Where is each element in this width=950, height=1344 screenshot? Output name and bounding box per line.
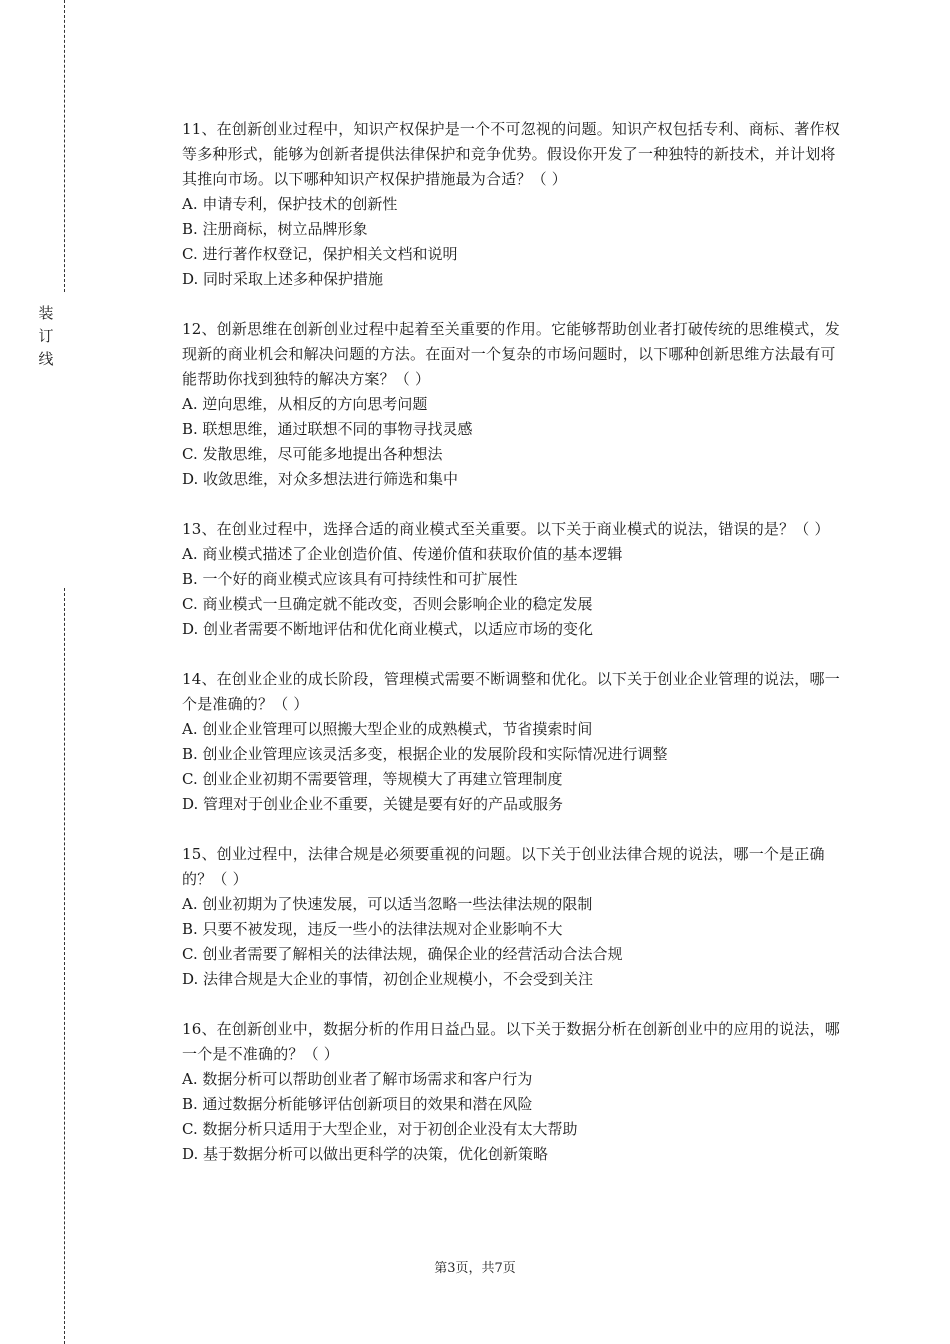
binding-line-bottom [64, 588, 65, 1344]
binding-char: 装 [38, 304, 54, 322]
option-b: B. 创业企业管理应该灵活多变，根据企业的发展阶段和实际情况进行调整 [182, 745, 668, 763]
option-b: B. 注册商标，树立品牌形象 [182, 220, 368, 238]
option-c: C. 数据分析只适用于大型企业，对于初创企业没有太大帮助 [182, 1120, 578, 1138]
option-c: C. 创业企业初期不需要管理，等规模大了再建立管理制度 [182, 770, 563, 788]
page-number: 第3页，共7页 [434, 1261, 516, 1276]
option-a: A. 商业模式描述了企业创造价值、传递价值和获取价值的基本逻辑 [182, 545, 623, 563]
option-a: A. 创业初期为了快速发展，可以适当忽略一些法律法规的限制 [182, 895, 593, 913]
option-a: A. 创业企业管理可以照搬大型企业的成熟模式，节省摸索时间 [182, 720, 593, 738]
question-16 [182, 1017, 847, 1167]
question-text: 11、在创新创业过程中，知识产权保护是一个不可忽视的问题。知识产权包括专利、商标、著作权等多种形式，能够为创新者提供法律保护和竞争优势。假设你开发了一种独特的新技术，并计划将其推向市场。以下哪种知识产权保护措施最为合适？（ ） [182, 120, 840, 188]
question-text: 16、在创新创业中，数据分析的作用日益凸显。以下关于数据分析在创新创业中的应用的说法，哪一个是不准确的？（ ） [182, 1020, 840, 1063]
option-d: D. 同时采取上述多种保护措施 [182, 270, 384, 288]
binding-label [36, 302, 56, 371]
option-d: D. 管理对于创业企业不重要，关键是要有好的产品或服务 [182, 795, 564, 813]
option-b: B. 通过数据分析能够评估创新项目的效果和潜在风险 [182, 1095, 533, 1113]
question-11 [182, 117, 847, 292]
option-d: D. 创业者需要不断地评估和优化商业模式，以适应市场的变化 [182, 620, 594, 638]
question-15 [182, 842, 847, 992]
option-a: A. 申请专利，保护技术的创新性 [182, 195, 398, 213]
option-c: C. 发散思维，尽可能多地提出各种想法 [182, 445, 443, 463]
option-c: C. 创业者需要了解相关的法律法规，确保企业的经营活动合法合规 [182, 945, 623, 963]
option-d: D. 基于数据分析可以做出更科学的决策，优化创新策略 [182, 1145, 549, 1163]
option-b: B. 一个好的商业模式应该具有可持续性和可扩展性 [182, 570, 518, 588]
option-b: B. 只要不被发现，违反一些小的法律法规对企业影响不大 [182, 920, 563, 938]
option-a: A. 数据分析可以帮助创业者了解市场需求和客户行为 [182, 1070, 533, 1088]
option-c: C. 进行著作权登记，保护相关文档和说明 [182, 245, 458, 263]
binding-line-top [64, 0, 65, 292]
question-12 [182, 317, 847, 492]
option-d: D. 法律合规是大企业的事情，初创企业规模小，不会受到关注 [182, 970, 594, 988]
question-13 [182, 517, 847, 642]
option-d: D. 收敛思维，对众多想法进行筛选和集中 [182, 470, 459, 488]
question-text: 13、在创业过程中，选择合适的商业模式至关重要。以下关于商业模式的说法，错误的是？（ ） [182, 520, 830, 538]
question-text: 15、创业过程中，法律合规是必须要重视的问题。以下关于创业法律合规的说法，哪一个是正确的？（ ） [182, 845, 825, 888]
question-list [182, 117, 847, 1192]
binding-char: 线 [38, 350, 54, 368]
question-text: 12、创新思维在创新创业过程中起着至关重要的作用。它能够帮助创业者打破传统的思维模式，发现新的商业机会和解决问题的方法。在面对一个复杂的市场问题时，以下哪种创新思维方法最有可能帮助你找到独特的解决方案？（ ） [182, 320, 840, 388]
option-c: C. 商业模式一旦确定就不能改变，否则会影响企业的稳定发展 [182, 595, 593, 613]
question-text: 14、在创业企业的成长阶段，管理模式需要不断调整和优化。以下关于创业企业管理的说法，哪一个是准确的？（ ） [182, 670, 840, 713]
binding-char: 订 [38, 327, 54, 345]
question-14 [182, 667, 847, 817]
option-b: B. 联想思维，通过联想不同的事物寻找灵感 [182, 420, 473, 438]
option-a: A. 逆向思维，从相反的方向思考问题 [182, 395, 428, 413]
